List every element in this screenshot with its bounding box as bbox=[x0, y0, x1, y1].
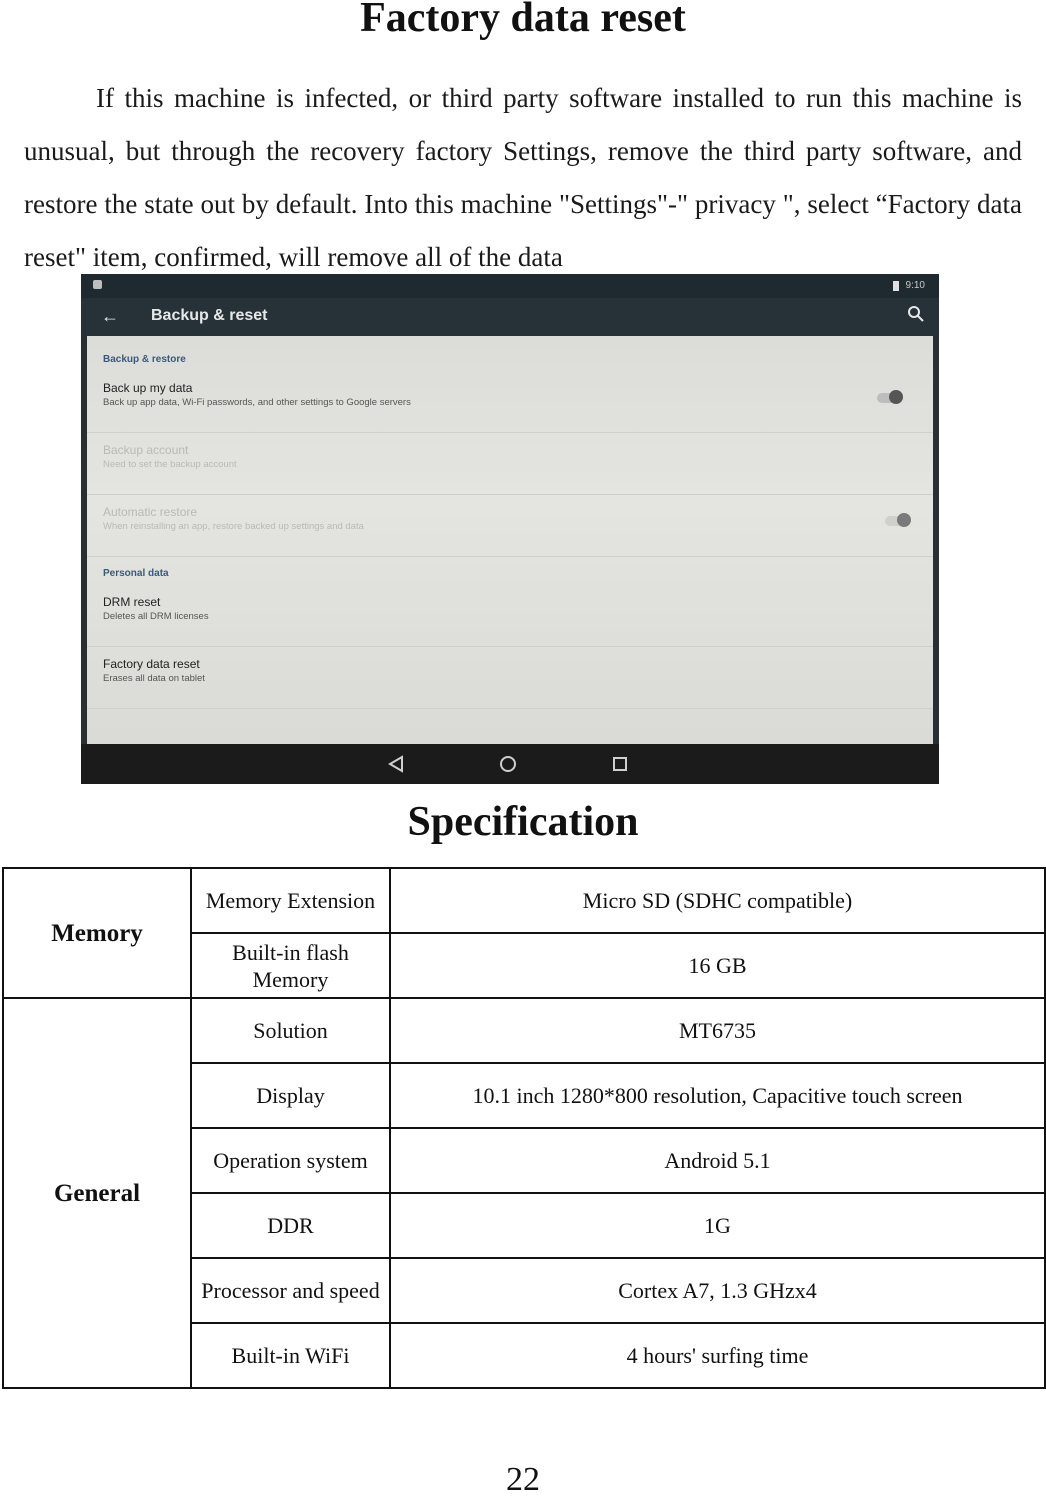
setting-title: Backup account bbox=[103, 443, 189, 457]
setting-title: Automatic restore bbox=[103, 505, 198, 519]
battery-icon bbox=[893, 281, 899, 291]
app-bar bbox=[81, 298, 939, 336]
category-memory: Memory bbox=[3, 868, 191, 998]
backup-toggle[interactable] bbox=[877, 393, 901, 403]
divider bbox=[87, 556, 933, 557]
spec-label: Built-in flash Memory bbox=[191, 933, 390, 998]
setting-subtitle: Erases all data on tablet bbox=[103, 673, 205, 684]
spec-value: 1G bbox=[390, 1193, 1045, 1258]
page-number: 22 bbox=[506, 1461, 540, 1498]
triangle-back-icon[interactable] bbox=[387, 754, 405, 774]
setting-back-up-my-data[interactable] bbox=[103, 380, 903, 410]
app-title: Backup & reset bbox=[151, 307, 268, 324]
category-general: General bbox=[3, 998, 191, 1388]
spec-label: Solution bbox=[191, 998, 390, 1063]
status-time: 9:10 bbox=[905, 280, 925, 291]
section-header-backup: Backup & restore bbox=[103, 354, 186, 365]
spec-value: 4 hours' surfing time bbox=[390, 1323, 1045, 1388]
setting-title: Back up my data bbox=[103, 381, 193, 395]
spec-label: Display bbox=[191, 1063, 390, 1128]
auto-restore-toggle[interactable] bbox=[885, 516, 909, 526]
setting-backup-account[interactable] bbox=[103, 442, 903, 472]
setting-factory-data-reset[interactable] bbox=[103, 656, 903, 686]
setting-drm-reset[interactable] bbox=[103, 594, 903, 624]
spec-title: Specification bbox=[407, 799, 639, 845]
arrow-left-icon[interactable]: ← bbox=[101, 306, 119, 326]
spec-label: Memory Extension bbox=[191, 868, 390, 933]
lock-icon bbox=[93, 280, 102, 289]
table-row bbox=[3, 868, 1045, 933]
spec-label: Built-in WiFi bbox=[191, 1323, 390, 1388]
setting-subtitle: When reinstalling an app, restore backed up settings and data bbox=[103, 521, 364, 532]
spec-label: Processor and speed bbox=[191, 1258, 390, 1323]
spec-label: DDR bbox=[191, 1193, 390, 1258]
setting-title: Factory data reset bbox=[103, 657, 200, 671]
navigation-bar bbox=[81, 744, 939, 784]
spec-value: MT6735 bbox=[390, 998, 1045, 1063]
status-bar bbox=[81, 274, 939, 298]
settings-list bbox=[87, 336, 933, 744]
toggle-knob bbox=[897, 513, 911, 527]
divider bbox=[87, 646, 933, 647]
setting-subtitle: Need to set the backup account bbox=[103, 459, 237, 470]
setting-title: DRM reset bbox=[103, 595, 161, 609]
spec-value: Cortex A7, 1.3 GHzx4 bbox=[390, 1258, 1045, 1323]
square-recents-icon[interactable] bbox=[611, 754, 629, 774]
spec-value: Android 5.1 bbox=[390, 1128, 1045, 1193]
setting-subtitle: Back up app data, Wi-Fi passwords, and other settings to Google servers bbox=[103, 397, 411, 408]
divider bbox=[87, 494, 933, 495]
setting-automatic-restore[interactable] bbox=[103, 504, 903, 534]
page-title: Factory data reset bbox=[360, 0, 686, 41]
setting-subtitle: Deletes all DRM licenses bbox=[103, 611, 209, 622]
tablet-screenshot bbox=[81, 274, 939, 784]
divider bbox=[87, 708, 933, 709]
intro-paragraph: If this machine is infected, or third party software installed to run this machine is unusual, but through the recovery factory Settings, remove the third party software, and restore the state out by default. Into this machine "Settings"-" privacy ", select “Factory data reset" item, confirmed, will remove all of the data bbox=[24, 83, 1022, 272]
circle-home-icon[interactable] bbox=[498, 754, 518, 774]
spec-table bbox=[2, 867, 1046, 1389]
spec-value: 10.1 inch 1280*800 resolution, Capacitive touch screen bbox=[390, 1063, 1045, 1128]
spec-value: Micro SD (SDHC compatible) bbox=[390, 868, 1045, 933]
toggle-knob bbox=[889, 390, 903, 404]
divider bbox=[87, 432, 933, 433]
search-icon[interactable] bbox=[907, 305, 925, 323]
section-header-personal: Personal data bbox=[103, 568, 169, 579]
table-row bbox=[3, 998, 1045, 1063]
spec-label: Operation system bbox=[191, 1128, 390, 1193]
spec-value: 16 GB bbox=[390, 933, 1045, 998]
